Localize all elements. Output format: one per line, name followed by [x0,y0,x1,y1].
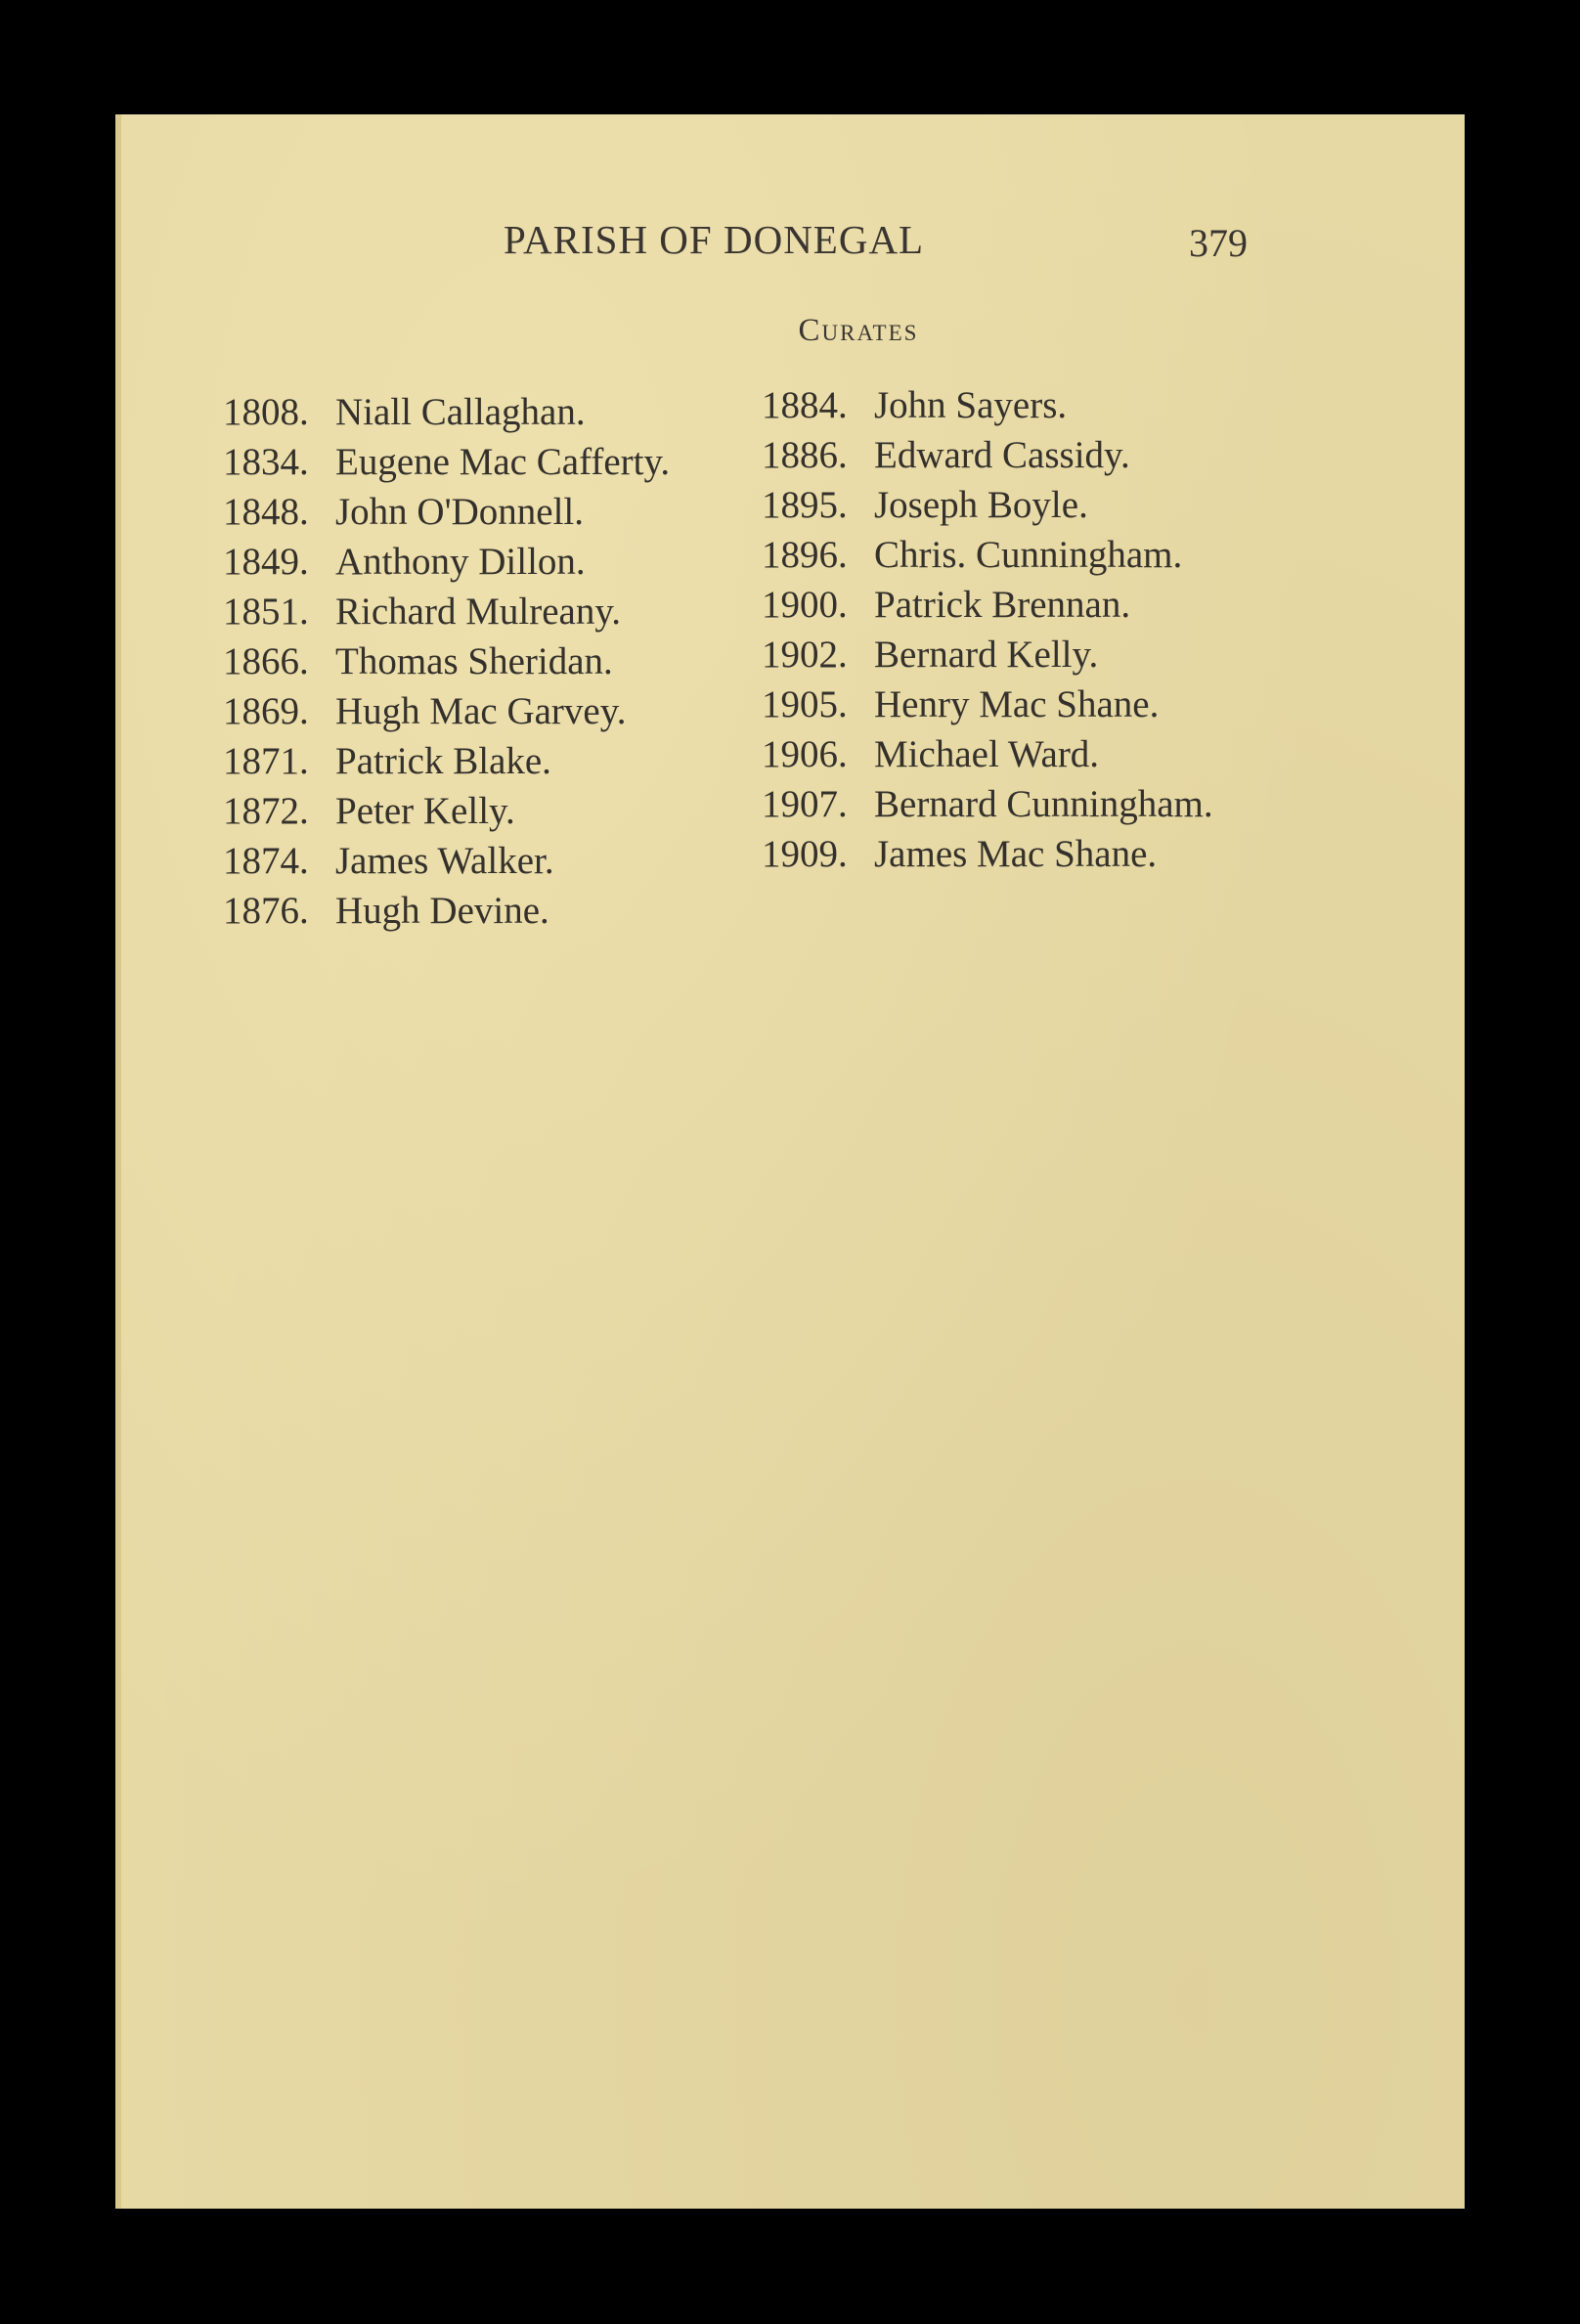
curate-entry [223,836,670,886]
curate-name: Bernard Kelly. [874,634,1099,676]
curate-year: 1907. [762,783,848,825]
curate-entry [762,530,1213,580]
curate-name: Hugh Devine. [335,890,549,932]
curate-year: 1876. [223,890,309,932]
curate-year: 1869. [223,690,309,732]
curate-entry [762,580,1213,630]
curate-entry [223,636,670,686]
curate-entry [762,680,1213,729]
curate-name: Joseph Boyle. [874,484,1088,526]
curates-list-left [223,387,670,936]
curate-year: 1866. [223,640,309,682]
curate-name: James Walker. [335,840,554,882]
curate-year: 1909. [762,833,848,875]
curate-name: Peter Kelly. [335,790,515,832]
curate-name: Chris. Cunningham. [874,534,1183,576]
curate-name: Bernard Cunningham. [874,783,1213,825]
curate-entry [223,686,670,736]
curate-name: Richard Mulreany. [335,591,622,633]
curate-year: 1900. [762,584,848,626]
curate-year: 1884. [762,384,848,426]
curate-entry [223,437,670,487]
curate-entry [223,886,670,936]
curate-year: 1834. [223,441,309,483]
curate-entry [223,537,670,587]
curate-year: 1905. [762,683,848,725]
curate-name: Henry Mac Shane. [874,683,1160,725]
curate-name: Niall Callaghan. [335,391,586,433]
curate-name: Edward Cassidy. [874,434,1130,476]
curate-year: 1906. [762,733,848,775]
curate-name: John O'Donnell. [335,491,585,533]
curate-year: 1902. [762,634,848,676]
page-number: 379 [1189,221,1248,265]
curate-entry [223,736,670,786]
curate-entry [223,786,670,836]
curate-name: Eugene Mac Cafferty. [335,441,671,483]
curate-year: 1808. [223,391,309,433]
curate-name: Patrick Blake. [335,740,551,782]
curate-entry [223,387,670,437]
page-title: PARISH OF DONEGAL [504,217,925,262]
curate-entry [223,587,670,636]
curates-list-right [762,380,1213,879]
curate-name: Thomas Sheridan. [335,640,613,682]
curate-entry [762,630,1213,680]
curate-year: 1896. [762,534,848,576]
curate-entry [762,430,1213,480]
curate-entry [762,480,1213,530]
curate-entry [762,779,1213,829]
curate-name: Patrick Brennan. [874,584,1131,626]
curate-year: 1895. [762,484,848,526]
curate-name: Anthony Dillon. [335,541,586,583]
curate-entry [762,829,1213,879]
curate-name: Hugh Mac Garvey. [335,690,627,732]
curate-name: Michael Ward. [874,733,1100,775]
section-heading: Curates [798,313,919,348]
curate-year: 1851. [223,591,309,633]
curate-year: 1872. [223,790,309,832]
curate-year: 1886. [762,434,848,476]
curate-name: James Mac Shane. [874,833,1158,875]
curate-entry [762,380,1213,430]
curate-year: 1874. [223,840,309,882]
curate-year: 1849. [223,541,309,583]
book-page [115,114,1465,2209]
curate-year: 1848. [223,491,309,533]
curate-entry [223,487,670,537]
curate-year: 1871. [223,740,309,782]
running-head [115,216,1465,275]
curate-name: John Sayers. [874,384,1068,426]
curate-entry [762,729,1213,779]
